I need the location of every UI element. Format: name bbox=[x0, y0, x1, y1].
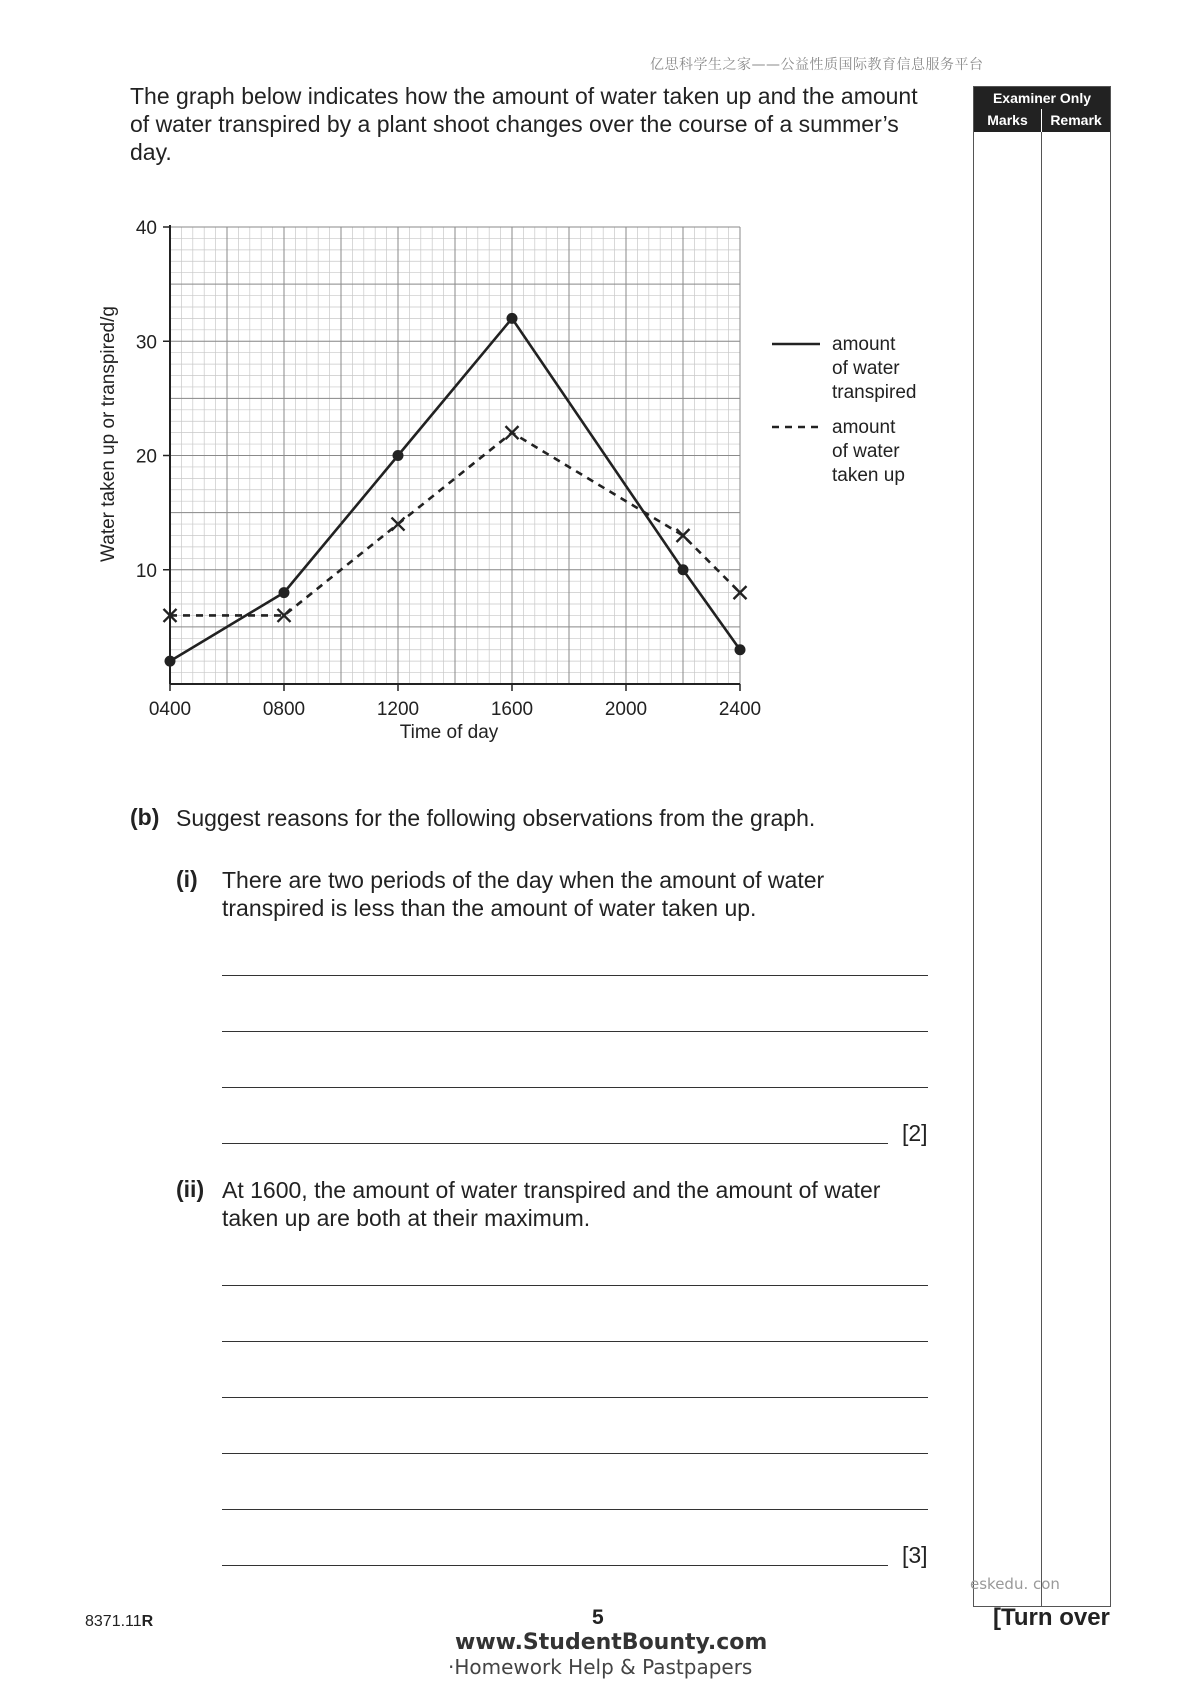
part-b-text: Suggest reasons for the following observations from the graph. bbox=[176, 805, 816, 831]
data-point-transpired bbox=[393, 450, 404, 461]
part-ii-label: (ii) bbox=[176, 1176, 205, 1202]
x-tick-label: 2000 bbox=[604, 699, 648, 720]
answer-line-ii-4[interactable] bbox=[222, 1453, 928, 1454]
y-tick-label: 20 bbox=[135, 446, 157, 468]
y-axis-label: Water taken up or transpired/g bbox=[98, 306, 119, 562]
chart-ticks bbox=[136, 218, 761, 720]
y-tick-label: 10 bbox=[135, 560, 157, 582]
answer-line-ii-1[interactable] bbox=[222, 1285, 928, 1286]
marks-column-header: Marks bbox=[974, 109, 1042, 132]
legend-label: of water bbox=[832, 358, 900, 379]
eskedu-watermark: eskedu. con bbox=[970, 1575, 1060, 1593]
examiner-only-header: Examiner Only bbox=[974, 87, 1110, 109]
turn-over-label: [Turn over bbox=[993, 1604, 1110, 1631]
part-i-label: (i) bbox=[176, 866, 198, 892]
answer-line-ii-5[interactable] bbox=[222, 1509, 928, 1510]
data-point-transpired bbox=[507, 313, 518, 324]
x-axis-label: Time of day bbox=[399, 722, 499, 743]
water-chart bbox=[80, 205, 940, 765]
studentbounty-watermark: www.StudentBounty.com bbox=[455, 1630, 768, 1655]
remark-column-header: Remark bbox=[1042, 109, 1110, 132]
answer-line-ii-3[interactable] bbox=[222, 1397, 928, 1398]
x-tick-label: 2400 bbox=[718, 699, 762, 720]
page-number: 5 bbox=[592, 1606, 604, 1629]
answer-line-ii-2[interactable] bbox=[222, 1341, 928, 1342]
x-tick-label: 1600 bbox=[490, 699, 534, 720]
x-tick-label: 0400 bbox=[148, 699, 192, 720]
x-tick-label: 1200 bbox=[376, 699, 420, 720]
part-b-label: (b) bbox=[130, 804, 160, 830]
data-point-transpired bbox=[279, 587, 290, 598]
answer-line-i-2[interactable] bbox=[222, 1031, 928, 1032]
part-i-text: There are two periods of the day when the amount of water transpired is less than the amount of water taken up. bbox=[222, 867, 825, 921]
legend-label: amount bbox=[832, 417, 896, 438]
data-point-transpired bbox=[735, 644, 746, 655]
legend-label: taken up bbox=[832, 465, 905, 486]
data-point-transpired bbox=[678, 564, 689, 575]
y-tick-label: 40 bbox=[135, 218, 157, 239]
paper-code-suffix: R bbox=[141, 1613, 154, 1630]
x-tick-label: 0800 bbox=[262, 699, 306, 720]
paper-code bbox=[85, 1613, 153, 1631]
intro-text: The graph below indicates how the amount of water taken up and the amount of water transpired by a plant shoot changes over the course of a summer’s day. bbox=[130, 83, 918, 165]
answer-line-i-1[interactable] bbox=[222, 975, 928, 976]
legend-label: of water bbox=[832, 441, 900, 462]
y-tick-label: 30 bbox=[135, 332, 157, 354]
marks-i: [2] bbox=[902, 1120, 928, 1146]
legend-label: amount bbox=[832, 334, 896, 355]
top-watermark: 亿思科学生之家——公益性质国际教育信息服务平台 bbox=[650, 57, 984, 73]
paper-code-number: 8371.11 bbox=[85, 1613, 142, 1630]
studentbounty-tagline: ·Homework Help & Pastpapers bbox=[448, 1655, 753, 1679]
part-ii-text: At 1600, the amount of water transpired and the amount of water taken up are both at their maximum. bbox=[222, 1177, 881, 1231]
answer-line-ii-6[interactable] bbox=[222, 1565, 888, 1566]
chart-legend bbox=[772, 334, 917, 486]
examiner-column-divider bbox=[1041, 132, 1042, 1606]
data-point-transpired bbox=[165, 656, 176, 667]
answer-line-i-4[interactable] bbox=[222, 1143, 888, 1144]
answer-line-i-3[interactable] bbox=[222, 1087, 928, 1088]
examiner-only-box bbox=[973, 86, 1111, 1607]
legend-label: transpired bbox=[832, 382, 917, 403]
marks-ii: [3] bbox=[902, 1542, 928, 1568]
part-b bbox=[130, 804, 159, 831]
